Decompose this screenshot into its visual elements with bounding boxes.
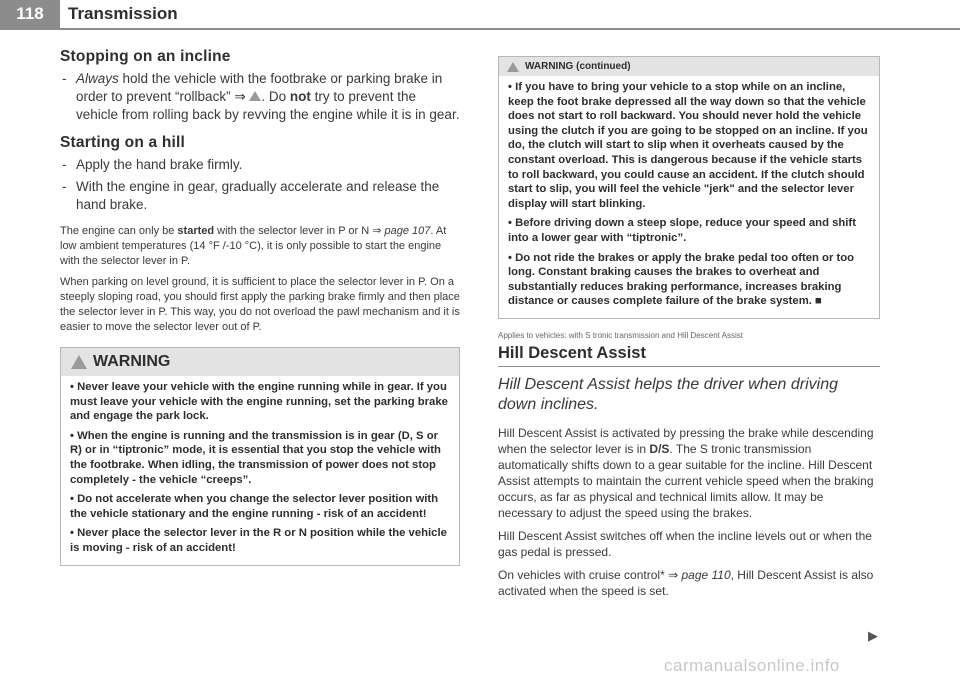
warning-header bbox=[61, 348, 459, 376]
left-column bbox=[60, 48, 460, 566]
hill-list bbox=[60, 156, 460, 214]
list-item: - With the engine in gear, gradually accelerate and release the hand brake. bbox=[60, 178, 460, 214]
warning-item: • Never leave your vehicle with the engine running while in gear. If you must leave your vehicle with the engine running, set the parking brake and engage the park lock. bbox=[70, 381, 448, 423]
warning-item: • If you have to bring your vehicle to a stop while on an incline, keep the foot brake depressed all the way down so that the vehicle does not start to roll backward. You should never hold the vehicle using the clutch if you are going to be stopped on an incline. If you do, the clutch will start to slip when it overheats caused by the constant overload. This is dangerous because if the vehicle starts to roll backward, you could cause an accident. If the clutch should start to slip, you will feel the vehicle "jerk" and the selector lever display will start blinking. bbox=[508, 81, 868, 210]
warning-box bbox=[60, 347, 460, 566]
warning-continued-box bbox=[498, 56, 880, 319]
page-link[interactable]: page 107 bbox=[384, 225, 431, 237]
hda-heading: Hill Descent Assist bbox=[498, 344, 880, 367]
applies-note: Applies to vehicles: with S tronic transmission and Hill Descent Assist bbox=[498, 330, 743, 340]
hda-paragraph-1: Hill Descent Assist is activated by pressing the brake while descending when the selector lever is in D/S. The S tronic transmission automatically shifts down to a gear suitable for the incline. Hill Descent Assist attempts to maintain the current vehicle speed when the braking occurs, as far as physical and technical limits allow. It may be necessary to adjust the speed using the brakes. bbox=[498, 425, 874, 520]
paragraph-start: The engine can only be started with the selector lever in P or N ⇒ page 107. At low ambient temperatures (14 °F /-10 °C), it is only possible to start the engine with the selector lever in P. bbox=[60, 225, 447, 267]
hda-intro: Hill Descent Assist helps the driver when driving down inclines. bbox=[498, 375, 838, 413]
warning-item: • Never place the selector lever in the R or N position while the vehicle is moving - risk of an accident! bbox=[70, 527, 447, 554]
warning-item: • When the engine is running and the transmission is in gear (D, S or R) or in “tiptronic” mode, it is essential that you stop the vehicle with the footbrake. When idling, the transmission of power does not stop completely - the vehicle “creeps”. bbox=[70, 429, 441, 486]
warning-title: WARNING bbox=[93, 353, 171, 370]
hda-paragraph-2: Hill Descent Assist switches off when the incline levels out or when the gas pedal is pressed. bbox=[498, 528, 872, 559]
header-rule bbox=[0, 28, 960, 30]
right-column bbox=[498, 56, 880, 606]
warning-item: • Before driving down a steep slope, reduce your speed and shift into a lower gear with “tiptronic”. bbox=[508, 217, 856, 244]
incline-heading: Stopping on an incline bbox=[60, 48, 231, 65]
chapter-title: Transmission bbox=[68, 4, 178, 23]
watermark: carmanualsonline.info bbox=[664, 656, 840, 675]
list-item: - Always hold the vehicle with the footbrake or parking brake in order to prevent “rollback” ⇒ . Do not try to prevent the vehicle from rolling back by revving the engine while it is in gear. bbox=[60, 70, 460, 124]
hill-heading: Starting on a hill bbox=[60, 134, 186, 151]
warning-continued-header bbox=[499, 57, 879, 76]
continue-arrow-icon: ▶ bbox=[868, 628, 878, 643]
page-link[interactable]: page 110 bbox=[681, 567, 731, 582]
warning-triangle-icon bbox=[71, 355, 87, 369]
warning-body bbox=[61, 376, 459, 565]
warning-triangle-icon bbox=[507, 62, 519, 72]
warning-continued-body bbox=[499, 76, 879, 318]
incline-list bbox=[60, 70, 460, 124]
hda-paragraph-3: On vehicles with cruise control* ⇒ page 110, Hill Descent Assist is also activated when the speed is set. bbox=[498, 567, 874, 598]
warning-continued-title: WARNING (continued) bbox=[525, 61, 631, 72]
warning-item: • Do not ride the brakes or apply the brake pedal too often or too long. Constant braking causes the brakes to overheat and substantially reduces braking performance, increases braking distance or causes complete failure of the brake system. ■ bbox=[508, 251, 855, 308]
warning-item: • Do not accelerate when you change the selector lever position with the vehicle stationary and the engine running - risk of an accident! bbox=[70, 493, 439, 520]
page-number: 118 bbox=[0, 0, 60, 28]
list-item: - Apply the hand brake firmly. bbox=[60, 156, 460, 174]
paragraph-parking: When parking on level ground, it is sufficient to place the selector lever in P. On a steeply sloping road, you should first apply the parking brake firmly and then place the selector lever in P. This way, you do not overload the pawl mechanism and it is easier to move the selector lever out of P. bbox=[60, 276, 460, 333]
warning-triangle-icon bbox=[249, 91, 261, 101]
